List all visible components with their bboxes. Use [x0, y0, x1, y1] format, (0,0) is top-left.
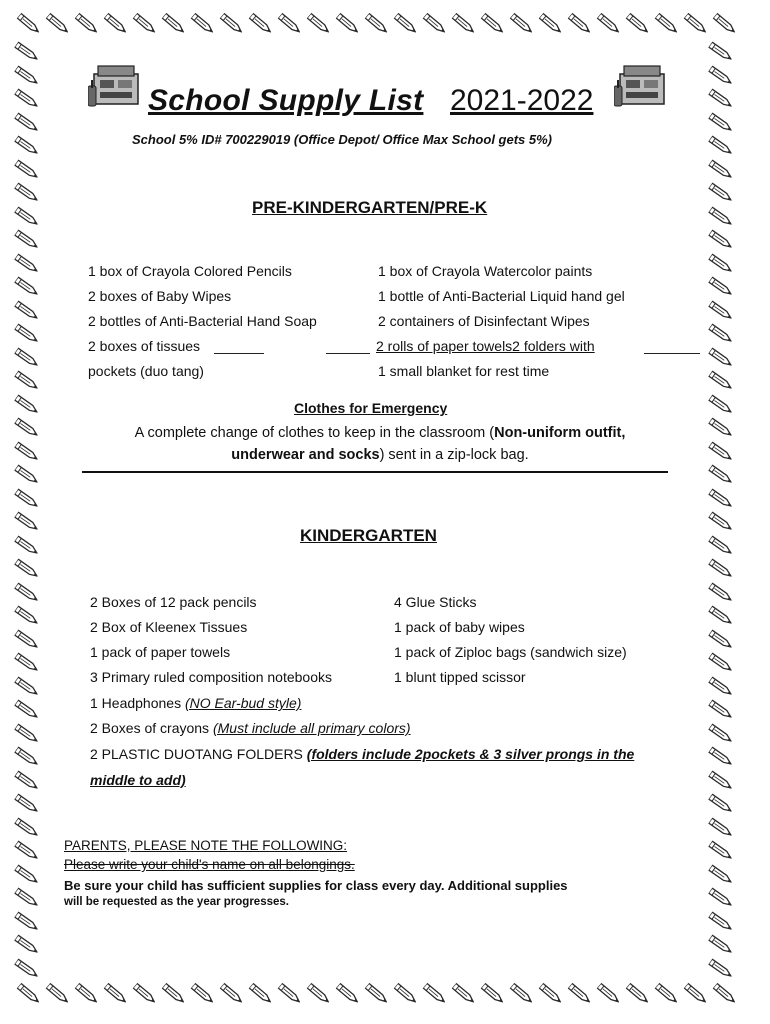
pencil-icon — [708, 112, 734, 133]
list-item: 2 boxes of tissues — [88, 338, 201, 354]
pencil-icon — [596, 13, 621, 36]
notes-heading: PARENTS, PLEASE NOTE THE FOLLOWING: — [64, 838, 348, 853]
pencil-icon — [364, 983, 389, 1006]
pencil-icon — [708, 370, 734, 391]
pencil-icon — [708, 723, 734, 744]
pencil-icon — [14, 840, 40, 861]
pencil-icon — [708, 652, 734, 673]
list-item: 1 box of Crayola Watercolor paints — [378, 263, 593, 279]
list-item: 2 rolls of paper towels2 folders with — [376, 338, 595, 354]
pencil-icon — [14, 535, 40, 556]
pencil-icon — [480, 13, 505, 36]
notes-struck-line: Please write your child's name on all belongings. — [64, 857, 355, 872]
clothes-instructions — [100, 422, 660, 466]
pencil-icon — [708, 182, 734, 203]
pencil-icon — [190, 13, 215, 36]
pencil-icon — [14, 723, 40, 744]
prek-heading: PRE-KINDERGARTEN/PRE-K — [252, 198, 488, 217]
pencil-icon — [14, 676, 40, 697]
pencil-icon — [74, 983, 99, 1006]
pencil-icon — [74, 13, 99, 36]
pencil-icon — [708, 394, 734, 415]
pencil-icon — [708, 511, 734, 532]
pencil-icon — [335, 983, 360, 1006]
item-note: middle to add) — [90, 772, 186, 788]
pencil-icon — [422, 13, 447, 36]
pencil-icon — [14, 253, 40, 274]
pencil-icon — [422, 983, 447, 1006]
pencil-icon — [14, 488, 40, 509]
pencil-icon — [708, 746, 734, 767]
pencil-icon — [14, 511, 40, 532]
pencil-icon — [14, 652, 40, 673]
pencil-icon — [708, 441, 734, 462]
pencil-icon — [14, 911, 40, 932]
list-item: 3 Primary ruled composition notebooks — [90, 669, 333, 685]
pencil-icon — [14, 887, 40, 908]
pencil-icon — [14, 206, 40, 227]
pencil-icon — [45, 13, 70, 36]
pencil-icon — [190, 983, 215, 1006]
item-note: (Must include all primary colors) — [212, 720, 411, 736]
pencil-icon — [538, 13, 563, 36]
pencil-icon — [451, 13, 476, 36]
pencil-icon — [654, 13, 679, 36]
pencil-icon — [708, 159, 734, 180]
pencil-icon — [708, 488, 734, 509]
pencil-icon — [708, 229, 734, 250]
clothes-text: A complete change of clothes to keep in the classroom ( — [134, 425, 495, 441]
list-item-headphones — [90, 694, 301, 712]
pencil-icon — [596, 983, 621, 1006]
pencil-icon — [708, 770, 734, 791]
pencil-icon — [14, 746, 40, 767]
pencil-icon — [712, 13, 737, 36]
pencil-icon — [708, 817, 734, 838]
pencil-icon — [708, 958, 734, 979]
pencil-icon — [14, 347, 40, 368]
pencil-icon — [625, 983, 650, 1006]
pencil-icon — [14, 159, 40, 180]
list-item: 1 bottle of Anti-Bacterial Liquid hand gel — [378, 288, 625, 304]
pencil-icon — [45, 983, 70, 1006]
pencil-icon — [393, 13, 418, 36]
pencil-icon — [277, 983, 302, 1006]
pencil-icon — [567, 983, 592, 1006]
item-text: 2 Boxes of crayons — [90, 720, 213, 736]
list-item-folders — [90, 745, 634, 763]
list-item: pockets (duo tang) — [88, 363, 204, 379]
item-note: (NO Ear-bud style) — [184, 695, 302, 711]
pencil-icon — [708, 558, 734, 579]
pencil-icon — [14, 770, 40, 791]
item-text: 2 PLASTIC DUOTANG FOLDERS — [90, 746, 307, 762]
pencil-icon — [708, 934, 734, 955]
clothes-bold: underwear and socks — [231, 447, 380, 463]
pencil-icon — [708, 253, 734, 274]
pencil-icon — [14, 464, 40, 485]
blank-line — [644, 353, 700, 354]
pencil-icon — [14, 793, 40, 814]
pencil-icon — [14, 629, 40, 650]
page-title: School Supply List — [148, 84, 424, 117]
pencil-icon — [306, 13, 331, 36]
pencil-icon — [14, 41, 40, 62]
pencil-icon — [14, 605, 40, 626]
pencil-icon — [14, 182, 40, 203]
notes-line: Be sure your child has sufficient supplies for class every day. Additional supplies — [64, 878, 568, 893]
pencil-icon — [14, 558, 40, 579]
school-id-note: School 5% ID# 700229019 (Office Depot/ Office Max School gets 5%) — [132, 132, 552, 147]
blank-line — [214, 353, 264, 354]
pencil-icon — [708, 864, 734, 885]
clothes-bold: Non-uniform outfit, — [494, 425, 626, 441]
pencil-icon — [161, 983, 186, 1006]
pencil-icon — [708, 323, 734, 344]
pencil-icon — [708, 65, 734, 86]
clothes-text: ) sent in a zip-lock bag. — [379, 447, 529, 463]
pencil-icon — [161, 13, 186, 36]
notes-body — [64, 877, 664, 911]
pencil-icon — [14, 864, 40, 885]
pencil-icon — [708, 417, 734, 438]
list-item: 2 Box of Kleenex Tissues — [90, 619, 248, 635]
pencil-icon — [708, 206, 734, 227]
blank-line — [326, 353, 370, 354]
item-text: 1 Headphones — [90, 695, 185, 711]
list-item-folders-cont — [90, 771, 186, 789]
pencil-icon — [103, 983, 128, 1006]
pencil-icon — [509, 983, 534, 1006]
pencil-icon — [14, 65, 40, 86]
pencil-icon — [14, 817, 40, 838]
pencil-icon — [625, 13, 650, 36]
pencil-icon — [14, 300, 40, 321]
pencil-icon — [654, 983, 679, 1006]
list-item: 1 pack of paper towels — [90, 644, 231, 660]
pencil-icon — [16, 983, 41, 1006]
pencil-icon — [14, 112, 40, 133]
pencil-icon — [14, 958, 40, 979]
pencil-icon — [708, 605, 734, 626]
pencil-icon — [708, 699, 734, 720]
pencil-icon — [14, 934, 40, 955]
pencil-icon — [14, 88, 40, 109]
pencil-icon — [14, 323, 40, 344]
pencil-icon — [538, 983, 563, 1006]
pencil-icon — [509, 13, 534, 36]
pencil-icon — [132, 983, 157, 1006]
pencil-icon — [708, 582, 734, 603]
list-item: 2 bottles of Anti-Bacterial Hand Soap — [88, 313, 317, 329]
pencil-icon — [14, 276, 40, 297]
pencil-icon — [219, 13, 244, 36]
school-supplies-icon — [88, 60, 146, 110]
pencil-icon — [103, 13, 128, 36]
list-item: 4 Glue Sticks — [394, 594, 477, 610]
pencil-icon — [277, 13, 302, 36]
pencil-icon — [708, 535, 734, 556]
section-divider — [82, 471, 668, 473]
pencil-icon — [712, 983, 737, 1006]
pencil-icon — [14, 441, 40, 462]
pencil-icon — [480, 983, 505, 1006]
list-item: 1 small blanket for rest time — [378, 363, 550, 379]
list-item: 1 pack of baby wipes — [394, 619, 525, 635]
clothes-heading: Clothes for Emergency — [294, 400, 448, 416]
pencil-icon — [708, 41, 734, 62]
list-item: 2 containers of Disinfectant Wipes — [378, 313, 590, 329]
list-item: 2 boxes of Baby Wipes — [88, 288, 232, 304]
item-note: (folders include 2pockets & 3 silver prongs in the — [306, 746, 635, 762]
list-item: 1 box of Crayola Colored Pencils — [88, 263, 292, 279]
pencil-icon — [451, 983, 476, 1006]
school-supplies-icon — [614, 60, 672, 110]
pencil-icon — [708, 464, 734, 485]
pencil-icon — [708, 276, 734, 297]
list-item: 2 Boxes of 12 pack pencils — [90, 594, 257, 610]
pencil-icon — [248, 983, 273, 1006]
pencil-icon — [335, 13, 360, 36]
pencil-icon — [364, 13, 389, 36]
pencil-icon — [14, 370, 40, 391]
pencil-icon — [683, 13, 708, 36]
pencil-icon — [14, 582, 40, 603]
pencil-icon — [683, 983, 708, 1006]
pencil-icon — [393, 983, 418, 1006]
pencil-icon — [567, 13, 592, 36]
pencil-icon — [219, 983, 244, 1006]
pencil-icon — [708, 347, 734, 368]
pencil-icon — [14, 229, 40, 250]
pencil-icon — [248, 13, 273, 36]
pencil-icon — [708, 793, 734, 814]
pencil-icon — [708, 135, 734, 156]
pencil-icon — [132, 13, 157, 36]
pencil-icon — [708, 887, 734, 908]
school-year: 2021-2022 — [450, 84, 594, 117]
pencil-icon — [708, 840, 734, 861]
list-item-crayons — [90, 719, 411, 737]
pencil-icon — [14, 394, 40, 415]
pencil-icon — [14, 135, 40, 156]
pencil-icon — [708, 88, 734, 109]
pencil-icon — [708, 300, 734, 321]
pencil-icon — [16, 13, 41, 36]
list-item: 1 pack of Ziploc bags (sandwich size) — [394, 644, 627, 660]
pencil-icon — [708, 911, 734, 932]
pencil-icon — [14, 417, 40, 438]
pencil-icon — [14, 699, 40, 720]
list-item: 1 blunt tipped scissor — [394, 669, 526, 685]
kinder-heading: KINDERGARTEN — [300, 526, 437, 545]
pencil-icon — [708, 629, 734, 650]
pencil-icon — [306, 983, 331, 1006]
notes-line: will be requested as the year progresses. — [64, 896, 289, 908]
pencil-icon — [708, 676, 734, 697]
